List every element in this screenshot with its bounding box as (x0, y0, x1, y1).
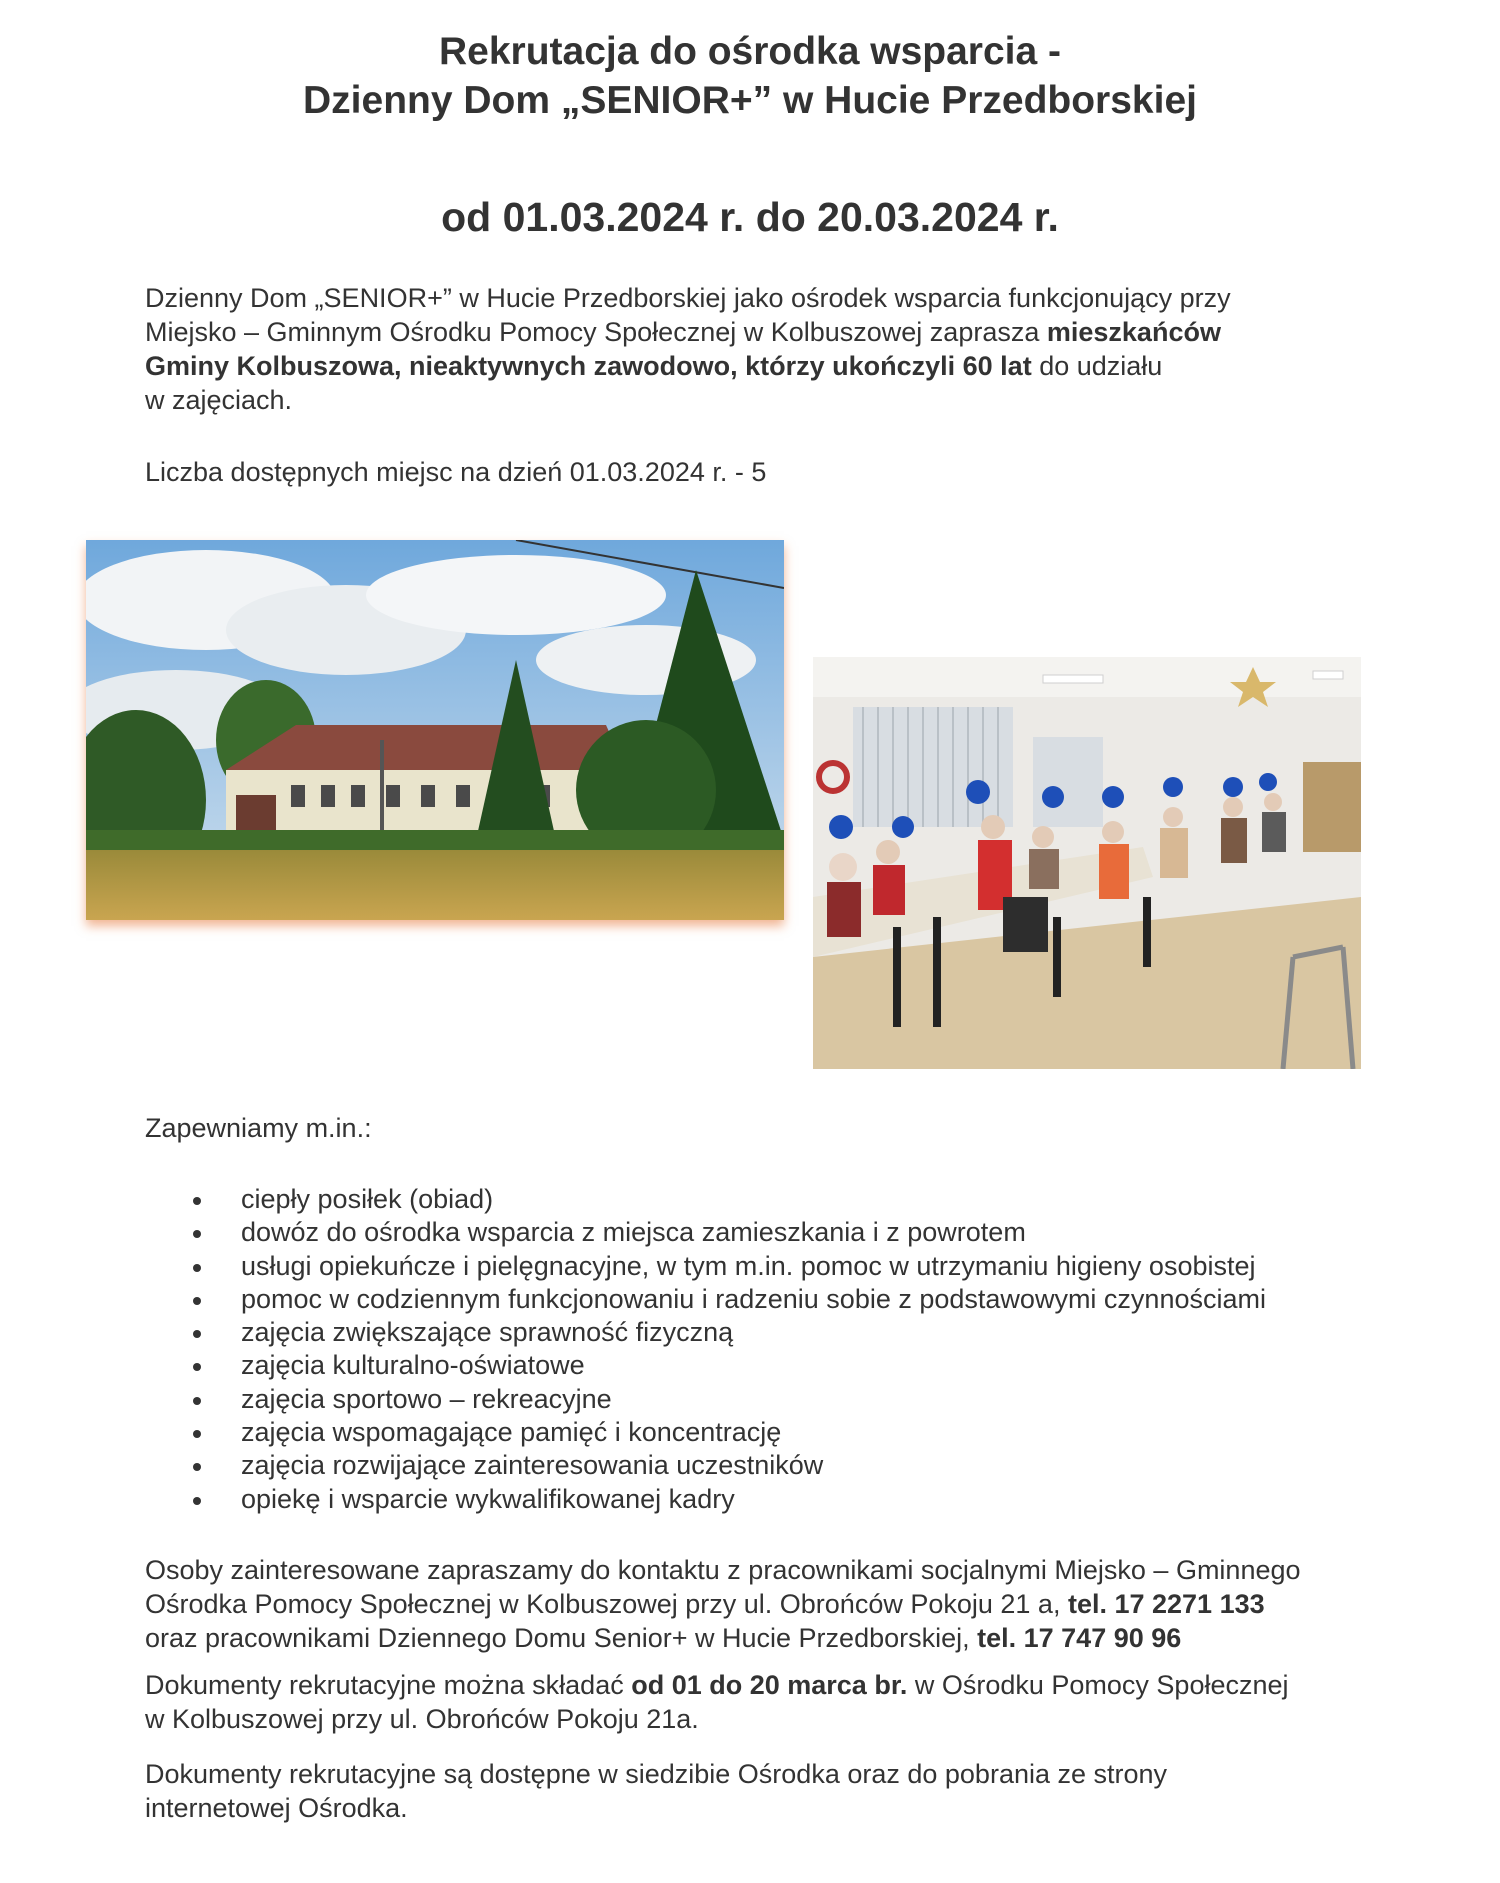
phone-number: tel. 17 747 90 96 (977, 1623, 1182, 1653)
documents-line: Dokumenty rekrutacyjne są dostępne w siedzibie Ośrodka oraz do pobrania ze strony (145, 1759, 1168, 1789)
page-title-line-1: Rekrutacja do ośrodka wsparcia - (438, 30, 1062, 73)
list-item: ciepły posiłek (obiad) (145, 1183, 1266, 1216)
provide-heading: Zapewniamy m.in.: (145, 1113, 372, 1143)
page-title-line-2: Dzienny Dom „SENIOR+” w Hucie Przedborskiej (303, 79, 1197, 122)
benefits-list (145, 1183, 1266, 1516)
available-places: Liczba dostępnych miejsc na dzień 01.03.2024 r. - 5 (145, 457, 767, 487)
list-item: usługi opiekuńcze i pielęgnacyjne, w tym m.in. pomoc w utrzymaniu higieny osobistej (145, 1250, 1266, 1283)
contact-paragraph (145, 1553, 1385, 1655)
intro-line: Miejsko – Gminnym Ośrodku Pomocy Społecznej w Kolbuszowej zaprasza mieszkańców (145, 317, 1221, 347)
intro-line: Dzienny Dom „SENIOR+” w Hucie Przedborskiej jako ośrodek wsparcia funkcjonujący przy (145, 283, 1231, 313)
intro-emphasis: mieszkańców (1046, 317, 1221, 347)
list-item: opiekę i wsparcie wykwalifikowanej kadry (145, 1483, 1266, 1516)
documents-line: internetowej Ośrodka. (145, 1793, 408, 1823)
recruitment-dates: od 01.03.2024 r. do 20.03.2024 r. (441, 194, 1059, 240)
contact-line: Ośrodka Pomocy Społecznej w Kolbuszowej przy ul. Obrońców Pokoju 21 a, tel. 17 2271 133 (145, 1589, 1265, 1619)
phone-number: tel. 17 2271 133 (1067, 1589, 1265, 1619)
contact-line: Osoby zainteresowane zapraszamy do kontaktu z pracownikami socjalnymi Miejsko – Gminnego (145, 1555, 1301, 1585)
documents-line: w Kolbuszowej przy ul. Obrońców Pokoju 21a. (145, 1704, 699, 1734)
list-item: zajęcia wspomagające pamięć i koncentrację (145, 1416, 1266, 1449)
building-photo (86, 540, 784, 920)
list-item: zajęcia kulturalno-oświatowe (145, 1349, 1266, 1382)
documents-line: Dokumenty rekrutacyjne można składać od 01 do 20 marca br. w Ośrodku Pomocy Społecznej (145, 1670, 1289, 1700)
documents-availability-paragraph (145, 1757, 1385, 1825)
intro-line: Gminy Kolbuszowa, nieaktywnych zawodowo, którzy ukończyli 60 lat do udziału (145, 351, 1163, 381)
list-item: zajęcia rozwijające zainteresowania uczestników (145, 1449, 1266, 1482)
list-item: zajęcia sportowo – rekreacyjne (145, 1383, 1266, 1416)
list-item: dowóz do ośrodka wsparcia z miejsca zamieszkania i z powrotem (145, 1216, 1266, 1249)
activity-photo (813, 657, 1361, 1069)
intro-emphasis: Gminy Kolbuszowa, nieaktywnych zawodowo, którzy ukończyli 60 lat (145, 351, 1032, 381)
documents-submission-paragraph (145, 1668, 1385, 1736)
intro-paragraph (145, 281, 1385, 417)
list-item: pomoc w codziennym funkcjonowaniu i radzeniu sobie z podstawowymi czynnościami (145, 1283, 1266, 1316)
intro-line: w zajęciach. (145, 385, 293, 415)
list-item: zajęcia zwiększające sprawność fizyczną (145, 1316, 1266, 1349)
contact-line: oraz pracownikami Dziennego Domu Senior+ w Hucie Przedborskiej, tel. 17 747 90 96 (145, 1623, 1182, 1653)
submission-period: od 01 do 20 marca br. (631, 1670, 908, 1700)
